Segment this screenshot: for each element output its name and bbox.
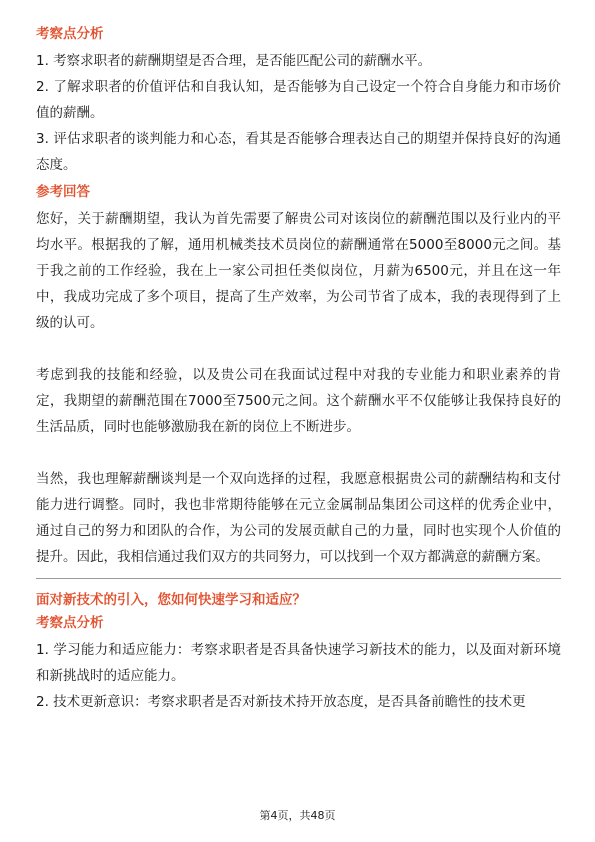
analysis-heading: 考察点分析: [36, 26, 104, 42]
reference-answer-heading: 参考回答: [36, 184, 90, 200]
analysis-item-2: 2. 了解求职者的价值评估和自我认知，是否能够为自己设定一个符合自身能力和市场价值的薪酬。: [36, 79, 561, 121]
analysis-heading-2: 考察点分析: [36, 615, 104, 631]
paragraph-gap: [36, 440, 561, 466]
answer-paragraph-2: 考虑到我的技能和经验，以及贵公司在我面试过程中对我的专业能力和职业素养的肯定，我期望的薪酬范围在7000至7500元之间。这个薪酬水平不仅能够让我保持良好的生活品质，同时也能够激励我在新的岗位上不断进步。: [36, 367, 561, 435]
page-number: 第4页，共48页: [259, 809, 336, 822]
analysis2-item-2: 2. 技术更新意识：考察求职者是否对新技术持开放态度，是否具备前瞻性的技术更: [36, 694, 526, 710]
document-page: [36, 24, 561, 715]
section-divider: [36, 578, 561, 579]
answer-paragraph-3: 当然，我也理解薪酬谈判是一个双向选择的过程，我愿意根据贵公司的薪酬结构和支付能力进行调整。同时，我也非常期待能够在元立金属制品集团公司这样的优秀企业中，通过自己的努力和团队的合作，为公司的发展贡献自己的力量，同时也实现个人价值的提升。因此，我相信通过我们双方的共同努力，可以找到一个双方都满意的薪酬方案。: [36, 471, 561, 565]
analysis-item-3: 3. 评估求职者的谈判能力和心态，看其是否能够合理表达自己的期望并保持良好的沟通态度。: [36, 131, 561, 173]
analysis-item-1: 1. 考察求职者的薪酬期望是否合理，是否能匹配公司的薪酬水平。: [36, 53, 432, 69]
answer-paragraph-1: 您好，关于薪酬期望，我认为首先需要了解贵公司对该岗位的薪酬范围以及行业内的平均水平。根据我的了解，通用机械类技术员岗位的薪酬通常在5000至8000元之间。基于我之前的工作经验，我在上一家公司担任类似岗位，月薪为6500元，并且在这一年中，我成功完成了多个项目，提高了生产效率，为公司节省了成本，我的表现得到了上级的认可。: [36, 211, 561, 331]
question-title: 面对新技术的引入，您如何快速学习和适应？: [36, 592, 306, 608]
paragraph-gap: [36, 336, 561, 362]
analysis2-item-1: 1. 学习能力和适应能力：考察求职者是否具备快速学习新技术的能力，以及面对新环境和新挑战时的适应能力。: [36, 642, 561, 684]
